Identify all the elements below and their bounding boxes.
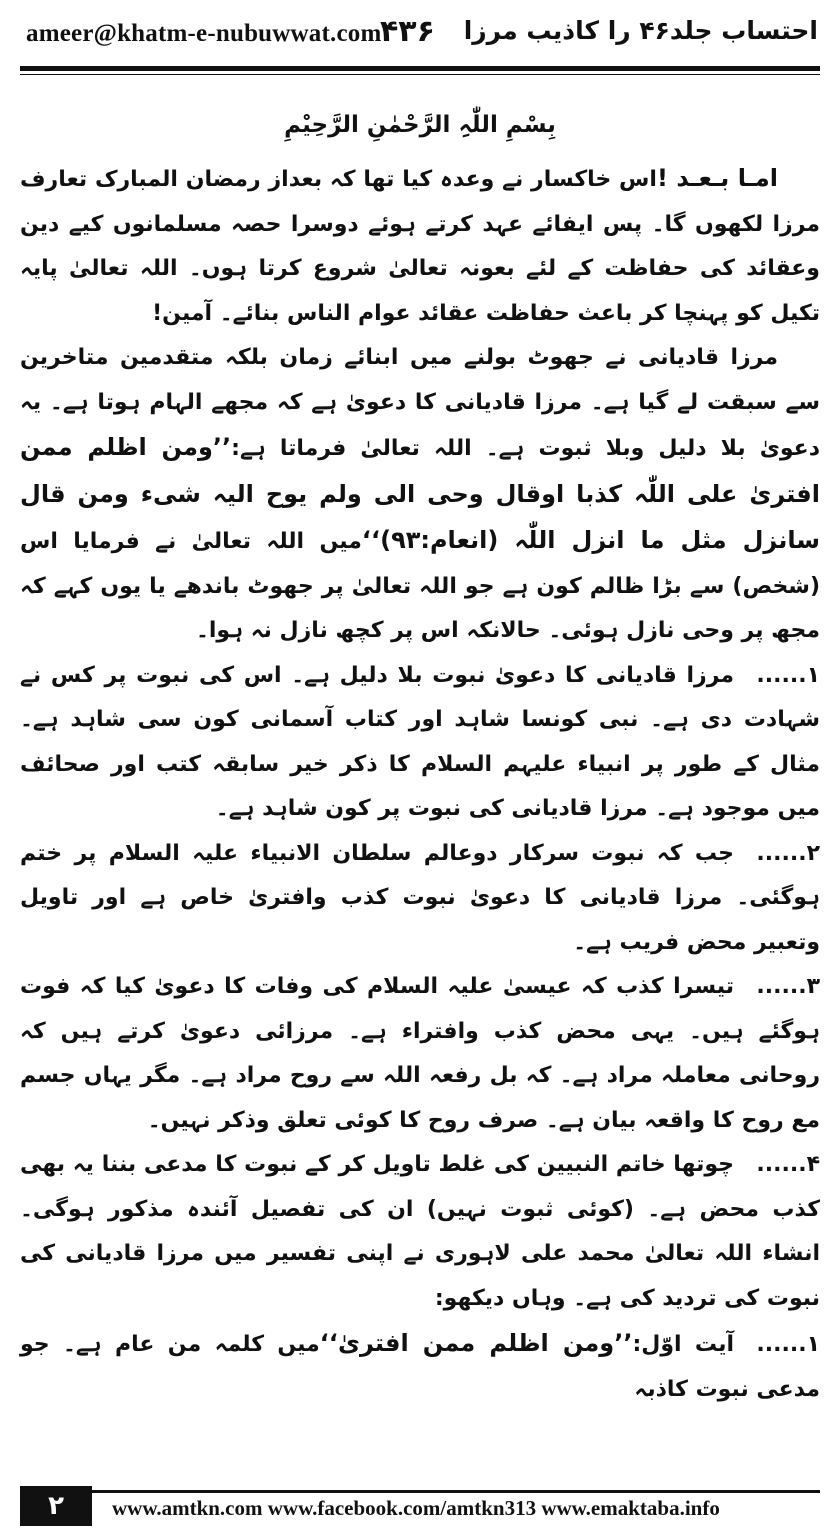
list-item-4-number: ۴...... xyxy=(756,1152,820,1177)
list-item-5-prefix: آیت اوّل: xyxy=(632,1332,734,1357)
document-body xyxy=(20,156,820,1412)
bismillah-heading: بِسْمِ اللّٰہِ الرَّحْمٰنِ الرَّحِیْمِ xyxy=(284,112,556,138)
list-item-3-number: ۳...... xyxy=(756,974,820,999)
header-rule-thin xyxy=(20,74,820,75)
paragraph-intro xyxy=(20,156,820,336)
list-item-2-number: ۲...... xyxy=(756,840,820,866)
list-item-5-text: میں کلمہ من عام ہے۔ جو مدعی نبوت کاذبہ xyxy=(20,1332,820,1402)
header-rule-thick xyxy=(20,66,820,71)
quran-quote: ’’ومن اظلم ممن افتریٰ علی اللّٰہ کذبا اوقال وحی الی ولم یوح الیہ شیء ومن قال سانزل مثل ما انزل اللّٰہ (انعام:۹۳)‘‘ xyxy=(20,433,820,554)
list-item-4-text: چوتھا خاتم النبیین کی غلط تاویل کر کے نبوت کا مدعی بننا یہ بھی کذب محض ہے۔ (کوئی ثبوت نہیں) ان کی تفصیل آئندہ مذکور ہوگی۔ انشاء اللہ تعالیٰ محمد علی لاہوری نے اپنی تفسیر میں مرزا قادیانی کی نبوت کی تردید کی ہے۔ وہاں دیکھو: xyxy=(20,1152,820,1311)
page-header xyxy=(0,0,840,70)
list-item-4 xyxy=(20,1143,820,1321)
list-item-3-text: تیسرا کذب کہ عیسیٰ علیہ السلام کی وفات کا دعویٰ کیا کہ فوت ہوگئے ہیں۔ یہی محض کذب وافتراء ہے۔ مرزائی دعویٰ کرتے ہیں کہ روحانی معاملہ مراد ہے۔ کہ بل رفعہ اللہ سے روح مراد ہے۔ مگر یہاں جسم مع روح کا واقعہ بیان ہے۔ صرف روح کا کوئی تعلق وذکر نہیں۔ xyxy=(20,974,820,1133)
claim-text: مرزا قادیانی نے جھوٹ بولنے میں ابنائے زمان بلکہ متقدمین متاخرین سے سبقت لے گیا ہے۔ مرزا قادیانی کا دعویٰ ہے کہ مجھے الہام ہوتا ہے۔ یہ دعویٰ بلا دلیل وبلا ثبوت ہے۔ اللہ تعالیٰ فرماتا ہے: xyxy=(20,345,820,461)
list-item-2 xyxy=(20,832,820,966)
header-email: ameer@khatm-e-nubuwwat.com xyxy=(26,20,382,47)
list-item-5-quote: ’’ومن اظلم ممن افتریٰ‘‘ xyxy=(319,1329,633,1357)
list-item-3 xyxy=(20,965,820,1143)
header-series-title: احتساب جلد۴۶ را کاذیب مرزا xyxy=(463,16,818,45)
footer-urls: www.amtkn.com www.facebook.com/amtkn313 www.emaktaba.info xyxy=(112,1496,720,1520)
footer-rule xyxy=(92,1490,820,1493)
intro-text: اس خاکسار نے وعدہ کیا تھا کہ بعداز رمضان المبارک تعارف مرزا لکھوں گا۔ پس ایفائے عہد کرتے ہوئے دوسرا حصہ مسلمانوں کیے دین وعقائد کی حفاظت کے لئے بعونہ تعالیٰ شروع کرتا ہوں۔ اللہ تعالیٰ پایہ تکیل کو پہنچا کر باعث حفاظت عقائد عوام الناس بنائے۔ آمین! xyxy=(20,167,820,326)
header-page-number: ۴۳۶ xyxy=(380,14,435,49)
list-item-1-number: ۱...... xyxy=(756,662,820,688)
list-item-1-text: مرزا قادیانی کا دعویٰ نبوت بلا دلیل ہے۔ اس کی نبوت پر کس نے شہادت دی ہے۔ نبی کونسا شاہد اور کتاب آسمانی کون سی شاہد ہے۔ مثال کے طور پر انبیاء علیہم السلام کا ذکر خیر سابقہ کتب اور صحائف میں موجود ہے۔ مرزا قادیانی کی نبوت پر کون شاہد ہے۔ xyxy=(20,662,820,821)
list-item-5-number: ۱...... xyxy=(756,1332,820,1357)
list-item-5 xyxy=(20,1321,820,1412)
page-footer xyxy=(20,1486,820,1526)
intro-lead: امـا بـعـد ! xyxy=(656,164,778,192)
list-item-1 xyxy=(20,654,820,832)
footer-page-number: ۲ xyxy=(20,1486,92,1526)
paragraph-claim xyxy=(20,336,820,654)
quote-translation: میں اللہ تعالیٰ نے فرمایا اس (شخص) سے بڑا ظالم کون ہے جو اللہ تعالیٰ پر جھوٹ باندھے یا یوں کہے کہ مجھ پر وحی نازل ہوئی۔ حالانکہ اس پر کچھ نازل نہ ہوا۔ xyxy=(20,529,820,643)
list-item-2-text: جب کہ نبوت سرکار دوعالم سلطان الانبیاء علیہ السلام پر ختم ہوگئی۔ مرزا قادیانی کا دعویٰ نبوت کذب وافتریٰ خاص ہے اور تاویل وتعبیر محض فریب ہے۔ xyxy=(20,840,820,955)
